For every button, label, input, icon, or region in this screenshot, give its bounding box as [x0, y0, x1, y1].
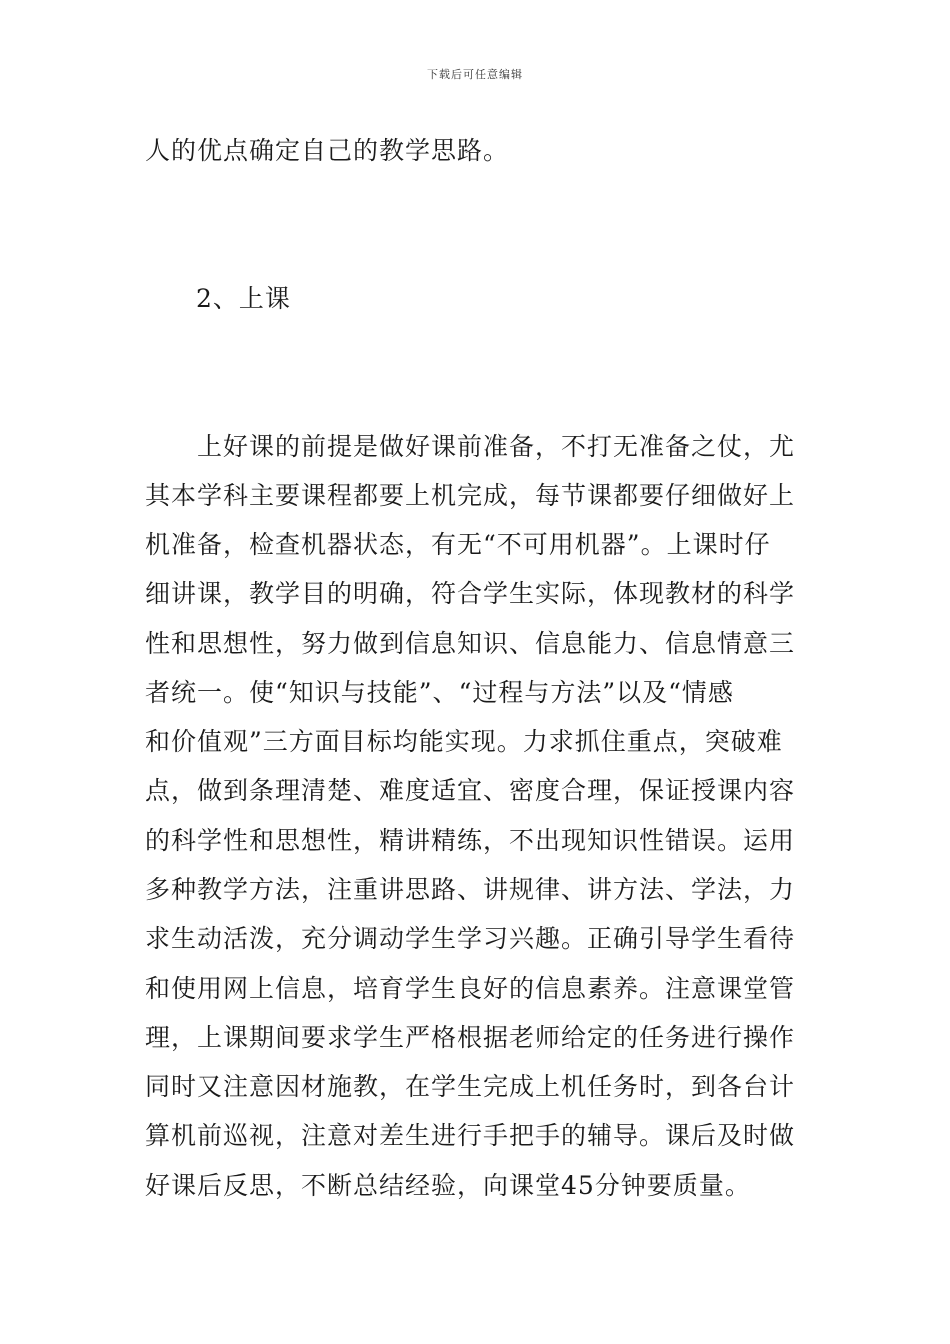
paragraph-line: 和使用网上信息，培育学生良好的信息素养。注意课堂管 — [145, 974, 796, 1003]
paragraph-line: 求生动活泼，充分调动学生学习兴趣。正确引导学生看待 — [145, 924, 796, 953]
paragraph-line: 其本学科主要课程都要上机完成，每节课都要仔细做好上 — [145, 481, 796, 510]
header-note: 下载后可任意编辑 — [427, 68, 523, 81]
paragraph-line: 上好课的前提是做好课前准备，不打无准备之仗，尤 — [145, 432, 796, 461]
paragraph-line: 理，上课期间要求学生严格根据老师给定的任务进行操作 — [145, 1023, 796, 1052]
paragraph-line: 和价值观”三方面目标均能实现。力求抓住重点，突破难 — [145, 727, 783, 756]
paragraph-line: 者统一。使“知识与技能”、“过程与方法”以及“情感 — [145, 678, 734, 707]
continuation-line: 人的优点确定自己的教学思路。 — [145, 136, 510, 165]
paragraph-line: 细讲课，教学目的明确，符合学生实际，体现教材的科学 — [145, 579, 796, 608]
paragraph-line: 好课后反思，不断总结经验，向课堂45分钟要质量。 — [145, 1171, 751, 1200]
paragraph-line: 算机前巡视，注意对差生进行手把手的辅导。课后及时做 — [145, 1121, 796, 1150]
paragraph-line: 性和思想性，努力做到信息知识、信息能力、信息情意三 — [145, 629, 796, 658]
paragraph-line: 机准备，检查机器状态，有无“不可用机器”。上课时仔 — [145, 530, 771, 559]
paragraph-line: 多种教学方法，注重讲思路、讲规律、讲方法、学法，力 — [145, 875, 796, 904]
section-heading: 2、上课 — [196, 284, 291, 313]
paragraph-line: 的科学性和思想性，精讲精练，不出现知识性错误。运用 — [145, 826, 796, 855]
paragraph-line: 同时又注意因材施教，在学生完成上机任务时，到各台计 — [145, 1072, 796, 1101]
paragraph-line: 点，做到条理清楚、难度适宜、密度合理，保证授课内容 — [145, 776, 796, 805]
